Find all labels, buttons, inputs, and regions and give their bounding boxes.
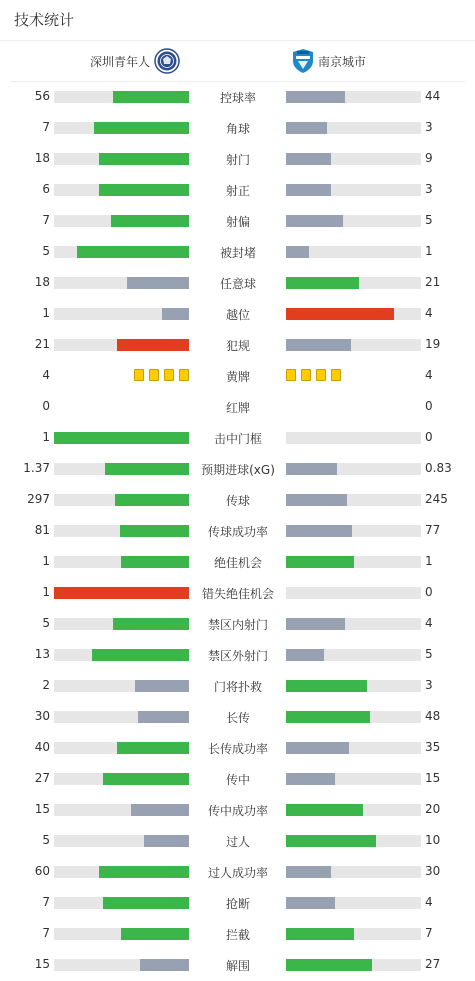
away-stat-bar-fill (286, 525, 352, 537)
stat-row (0, 237, 475, 268)
stat-row (0, 733, 475, 764)
away-stat-value: 1 (425, 244, 433, 258)
stat-row (0, 702, 475, 733)
home-stat-bar-fill (54, 432, 189, 444)
yellow-card-icon (164, 369, 174, 381)
home-stat-value: 7 (42, 213, 50, 227)
home-stat-value: 5 (42, 833, 50, 847)
home-stat-bar (54, 649, 189, 661)
away-stat-bar-fill (286, 215, 343, 227)
away-stat-bar (286, 804, 421, 816)
yellow-card-icon (316, 369, 326, 381)
home-stat-value: 5 (42, 244, 50, 258)
yellow-card-icon (134, 369, 144, 381)
home-stat-bar (54, 432, 189, 444)
away-stat-bar (286, 618, 421, 630)
stat-row (0, 361, 475, 392)
stat-row (0, 423, 475, 454)
stat-label: 犯规 (225, 339, 250, 353)
stat-label: 传中 (225, 773, 250, 787)
home-stat-value: 15 (34, 957, 50, 971)
stat-row (0, 578, 475, 609)
stat-label: 红牌 (225, 401, 250, 415)
home-stat-value: 40 (34, 740, 50, 754)
away-stat-value: 5 (425, 213, 433, 227)
away-team[interactable] (291, 48, 366, 74)
home-stat-bar-fill (140, 959, 189, 971)
home-stat-bar (54, 680, 189, 692)
away-stat-bar (286, 556, 421, 568)
home-stat-bar-fill (54, 587, 189, 599)
away-team-logo-icon (291, 48, 315, 74)
home-stat-bar (54, 122, 189, 134)
home-stat-bar (54, 308, 189, 320)
stat-label: 被封堵 (219, 246, 256, 260)
stat-row (0, 392, 475, 423)
stat-label: 绝佳机会 (213, 556, 262, 570)
stat-label: 越位 (225, 308, 250, 322)
home-stat-value: 1 (42, 585, 50, 599)
away-stat-value: 4 (425, 895, 433, 909)
home-stat-bar (54, 277, 189, 289)
away-stat-value: 0 (425, 430, 433, 444)
home-stat-value: 30 (34, 709, 50, 723)
away-stat-bar-fill (286, 91, 345, 103)
stat-row (0, 268, 475, 299)
home-stat-value: 7 (42, 926, 50, 940)
yellow-card-icon (331, 369, 341, 381)
stat-row (0, 175, 475, 206)
home-stat-value: 7 (42, 120, 50, 134)
stat-label: 长传 (225, 711, 250, 725)
home-stat-value: 21 (34, 337, 50, 351)
away-stat-value: 4 (425, 616, 433, 630)
away-stat-value: 27 (425, 957, 441, 971)
away-stat-value: 7 (425, 926, 433, 940)
away-stat-bar-fill (286, 773, 335, 785)
home-team[interactable] (90, 48, 180, 74)
away-stat-value: 245 (425, 492, 448, 506)
home-stat-bar-fill (111, 215, 189, 227)
away-stat-bar (286, 494, 421, 506)
home-stat-value: 13 (34, 647, 50, 661)
stat-label: 传球 (225, 494, 250, 508)
away-stat-bar-fill (286, 897, 335, 909)
stat-label: 拦截 (225, 928, 250, 942)
away-stat-bar-fill (286, 153, 331, 165)
home-team-logo-icon (154, 48, 180, 74)
home-team-name: 深圳青年人 (89, 54, 150, 69)
home-stat-bar-fill (113, 618, 189, 630)
away-stat-bar (286, 432, 421, 444)
home-stat-bar-fill (113, 91, 189, 103)
home-stat-value: 0 (42, 399, 50, 413)
away-stat-bar-fill (286, 308, 394, 320)
home-stat-bar (54, 339, 189, 351)
page-title: 技术统计 (14, 11, 75, 29)
stat-row (0, 454, 475, 485)
away-stat-bar (286, 928, 421, 940)
home-stat-value: 60 (34, 864, 50, 878)
home-stat-bar (54, 959, 189, 971)
home-stat-bar (54, 773, 189, 785)
home-stat-bar-fill (162, 308, 189, 320)
stat-row (0, 113, 475, 144)
away-stat-bar (286, 184, 421, 196)
yellow-card-icon (149, 369, 159, 381)
home-stat-value: 4 (42, 368, 50, 382)
stat-label: 任意球 (219, 277, 256, 291)
home-stat-value: 1 (42, 554, 50, 568)
away-stat-bar-fill (286, 339, 351, 351)
away-stat-value: 3 (425, 120, 433, 134)
home-stat-bar-fill (115, 494, 189, 506)
stat-label: 过人 (225, 835, 250, 849)
away-stat-bar (286, 122, 421, 134)
stat-label: 门将扑救 (213, 680, 262, 694)
home-stat-value: 1.37 (23, 461, 50, 475)
away-stat-value: 9 (425, 151, 433, 165)
away-team-name: 南京城市 (318, 54, 367, 69)
away-stat-bar (286, 277, 421, 289)
away-stat-bar (286, 91, 421, 103)
home-stat-bar-fill (135, 680, 189, 692)
away-stat-bar-fill (286, 711, 370, 723)
away-stat-value: 0 (425, 399, 433, 413)
away-stat-value: 4 (425, 368, 433, 382)
stat-label: 抢断 (225, 897, 250, 911)
away-stat-value: 77 (425, 523, 441, 537)
away-stat-value: 15 (425, 771, 441, 785)
away-stat-bar-fill (286, 618, 345, 630)
away-stat-value: 20 (425, 802, 441, 816)
home-stat-bar (54, 556, 189, 568)
home-stat-bar (54, 494, 189, 506)
stat-label: 控球率 (219, 91, 256, 105)
home-stat-value: 6 (42, 182, 50, 196)
stat-row (0, 547, 475, 578)
stat-label: 禁区内射门 (207, 618, 268, 632)
home-stat-bar (54, 91, 189, 103)
home-stat-bar-fill (117, 742, 189, 754)
away-stat-value: 48 (425, 709, 441, 723)
home-stat-bar-fill (138, 711, 189, 723)
away-stat-bar-fill (286, 835, 376, 847)
away-stat-bar-fill (286, 866, 331, 878)
stat-row (0, 640, 475, 671)
home-stat-value: 27 (34, 771, 50, 785)
home-stat-value: 1 (42, 430, 50, 444)
home-stat-bar-fill (121, 928, 189, 940)
away-stat-bar-fill (286, 184, 331, 196)
away-stat-bar-fill (286, 556, 354, 568)
stat-label: 黄牌 (225, 370, 250, 384)
away-stat-bar-fill (286, 122, 327, 134)
yellow-card-icon (286, 369, 296, 381)
home-stat-bar (54, 525, 189, 537)
home-stat-bar-fill (127, 277, 189, 289)
home-stat-value: 81 (34, 523, 50, 537)
away-stat-bar-fill (286, 680, 367, 692)
home-stat-bar (54, 215, 189, 227)
stat-row (0, 950, 475, 981)
yellow-card-icon (179, 369, 189, 381)
away-stat-bar (286, 866, 421, 878)
home-stat-bar-fill (99, 866, 189, 878)
away-stat-value: 1 (425, 554, 433, 568)
away-stat-bar (286, 339, 421, 351)
stat-row (0, 516, 475, 547)
stat-row (0, 299, 475, 330)
home-stat-bar-fill (99, 184, 189, 196)
away-stat-bar-fill (286, 804, 363, 816)
home-stat-bar-fill (103, 773, 189, 785)
stat-row (0, 888, 475, 919)
away-cards (286, 369, 341, 381)
away-stat-bar-fill (286, 742, 349, 754)
stat-label: 禁区外射门 (207, 649, 268, 663)
stat-label: 传球成功率 (207, 525, 268, 539)
home-stat-value: 1 (42, 306, 50, 320)
stat-row (0, 764, 475, 795)
away-stat-bar-fill (286, 959, 372, 971)
home-stat-value: 5 (42, 616, 50, 630)
stat-label: 击中门框 (213, 432, 262, 446)
away-stat-value: 5 (425, 647, 433, 661)
home-stat-bar (54, 463, 189, 475)
away-stat-value: 30 (425, 864, 441, 878)
away-stat-bar (286, 897, 421, 909)
away-stat-bar (286, 959, 421, 971)
away-stat-value: 44 (425, 89, 441, 103)
home-stat-bar (54, 804, 189, 816)
home-stat-value: 56 (34, 89, 50, 103)
stat-label: 长传成功率 (207, 742, 268, 756)
home-stat-bar (54, 928, 189, 940)
away-stat-bar (286, 680, 421, 692)
away-stat-value: 0.83 (425, 461, 452, 475)
home-stat-value: 18 (34, 275, 50, 289)
stat-label: 射偏 (225, 215, 250, 229)
away-stat-bar-fill (286, 928, 354, 940)
stat-row (0, 485, 475, 516)
home-stat-bar-fill (94, 122, 189, 134)
away-stat-value: 19 (425, 337, 441, 351)
away-stat-value: 10 (425, 833, 441, 847)
home-stat-bar-fill (120, 525, 189, 537)
stat-label: 传中成功率 (207, 804, 268, 818)
away-stat-bar-fill (286, 494, 347, 506)
away-stat-value: 3 (425, 182, 433, 196)
home-stat-value: 2 (42, 678, 50, 692)
away-stat-bar (286, 215, 421, 227)
away-stat-bar (286, 742, 421, 754)
home-stat-value: 297 (27, 492, 50, 506)
home-stat-bar (54, 153, 189, 165)
stat-row (0, 609, 475, 640)
away-stat-value: 3 (425, 678, 433, 692)
home-stat-bar-fill (99, 153, 189, 165)
away-stat-bar (286, 711, 421, 723)
away-stat-bar-fill (286, 277, 359, 289)
stat-row (0, 671, 475, 702)
stat-label: 角球 (225, 122, 250, 136)
stat-row (0, 919, 475, 950)
stat-row (0, 857, 475, 888)
away-stat-bar-fill (286, 463, 337, 475)
away-stat-value: 4 (425, 306, 433, 320)
yellow-card-icon (301, 369, 311, 381)
home-stat-bar-fill (77, 246, 189, 258)
home-stat-value: 18 (34, 151, 50, 165)
home-stat-bar-fill (144, 835, 189, 847)
away-stat-value: 35 (425, 740, 441, 754)
stat-row (0, 144, 475, 175)
away-stat-bar (286, 649, 421, 661)
home-stat-bar (54, 866, 189, 878)
home-stat-bar-fill (121, 556, 189, 568)
away-stat-bar (286, 835, 421, 847)
stat-row (0, 330, 475, 361)
away-stat-bar (286, 246, 421, 258)
home-cards (134, 369, 189, 381)
home-stat-bar-fill (131, 804, 189, 816)
home-stat-bar (54, 618, 189, 630)
home-stat-value: 7 (42, 895, 50, 909)
away-stat-value: 21 (425, 275, 441, 289)
stat-label: 射门 (225, 153, 250, 167)
stat-label: 预期进球(xG) (201, 463, 275, 477)
home-stat-bar (54, 587, 189, 599)
stat-label: 错失绝佳机会 (201, 587, 274, 601)
away-stat-bar (286, 773, 421, 785)
stat-label: 解围 (225, 959, 250, 973)
stat-label: 过人成功率 (207, 866, 268, 880)
stat-row (0, 795, 475, 826)
away-stat-value: 0 (425, 585, 433, 599)
home-stat-bar (54, 835, 189, 847)
stat-label: 射正 (225, 184, 250, 198)
away-stat-bar (286, 587, 421, 599)
home-stat-bar-fill (103, 897, 189, 909)
home-stat-bar (54, 742, 189, 754)
home-stat-value: 15 (34, 802, 50, 816)
away-stat-bar-fill (286, 649, 324, 661)
home-stat-bar (54, 184, 189, 196)
stat-row (0, 206, 475, 237)
away-stat-bar (286, 308, 421, 320)
away-stat-bar-fill (286, 246, 309, 258)
home-stat-bar-fill (92, 649, 189, 661)
home-stat-bar (54, 711, 189, 723)
home-stat-bar (54, 246, 189, 258)
away-stat-bar (286, 153, 421, 165)
away-stat-bar (286, 463, 421, 475)
stat-row (0, 826, 475, 857)
home-stat-bar-fill (117, 339, 189, 351)
stat-row (0, 82, 475, 113)
home-stat-bar (54, 897, 189, 909)
home-stat-bar-fill (105, 463, 189, 475)
teams-header (10, 41, 465, 81)
away-stat-bar (286, 525, 421, 537)
